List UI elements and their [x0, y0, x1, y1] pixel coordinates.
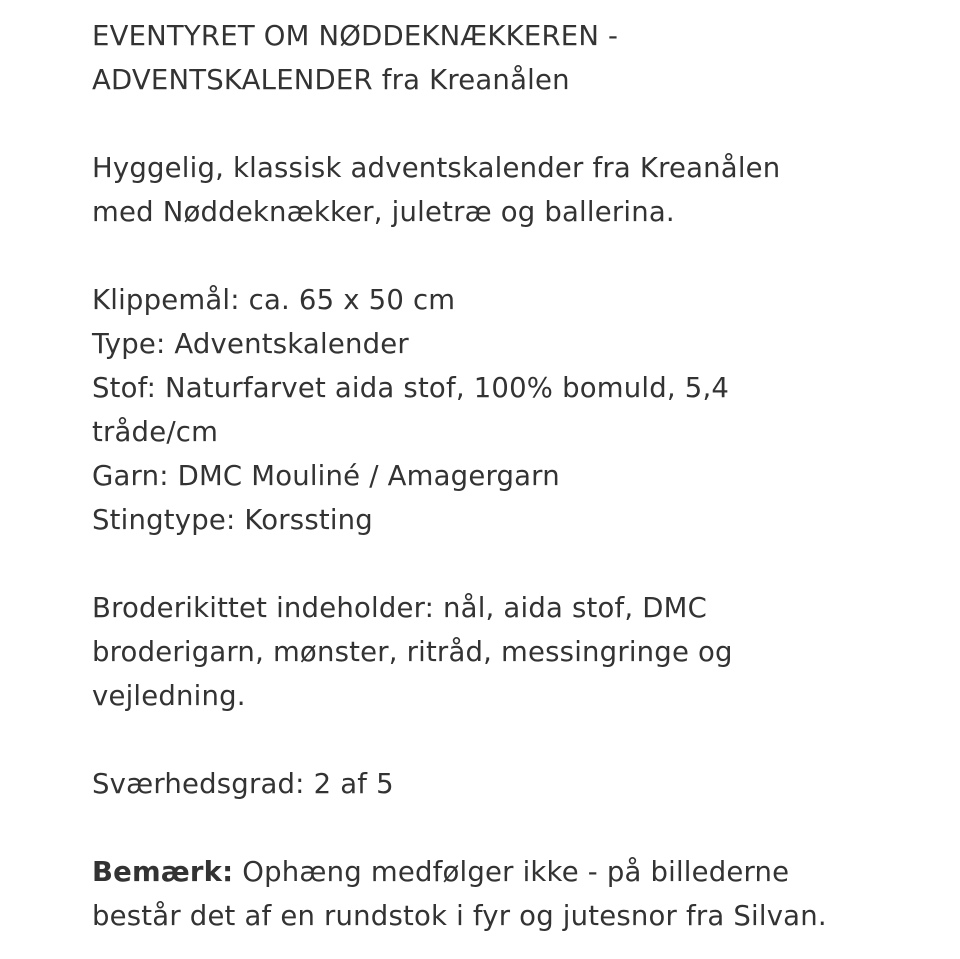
note-line-2: består det af en rundstok i fyr og jutesnor fra Silvan.: [92, 900, 827, 932]
product-title-line-2: ADVENTSKALENDER fra Kreanålen: [92, 64, 570, 96]
kit-contents-paragraph: [92, 586, 900, 718]
spec-klippemaal: Klippemål: ca. 65 x 50 cm: [92, 284, 456, 316]
spacer: [92, 234, 900, 278]
specs-list: [92, 278, 900, 542]
intro-paragraph: [92, 146, 900, 234]
note-label: Bemærk:: [92, 856, 234, 888]
spec-type: Type: Adventskalender: [92, 328, 409, 360]
spec-stof: Stof: Naturfarvet aida stof, 100% bomuld, 5,4: [92, 372, 730, 404]
difficulty-text: Sværhedsgrad: 2 af 5: [92, 768, 394, 800]
spec-stingtype: Stingtype: Korssting: [92, 504, 373, 536]
spacer: [92, 806, 900, 850]
kit-contents-line-1: Broderikittet indeholder: nål, aida stof, DMC: [92, 592, 707, 624]
spacer: [92, 718, 900, 762]
spacer: [92, 102, 900, 146]
intro-line-2: med Nøddeknækker, juletræ og ballerina.: [92, 196, 675, 228]
kit-contents-line-2: broderigarn, mønster, ritråd, messingringe og: [92, 636, 733, 668]
kit-contents-line-3: vejledning.: [92, 680, 246, 712]
note-line-1: [92, 850, 900, 894]
spec-stof-continued: tråde/cm: [92, 416, 219, 448]
note-paragraph: [92, 850, 900, 938]
spacer: [92, 542, 900, 586]
product-title-line-1: EVENTYRET OM NØDDEKNÆKKEREN -: [92, 20, 619, 52]
spec-garn: Garn: DMC Mouliné / Amagergarn: [92, 460, 560, 492]
note-text-1: Ophæng medfølger ikke - på billederne: [233, 856, 790, 888]
product-title: [92, 14, 900, 102]
intro-line-1: Hyggelig, klassisk adventskalender fra Kreanålen: [92, 152, 781, 184]
